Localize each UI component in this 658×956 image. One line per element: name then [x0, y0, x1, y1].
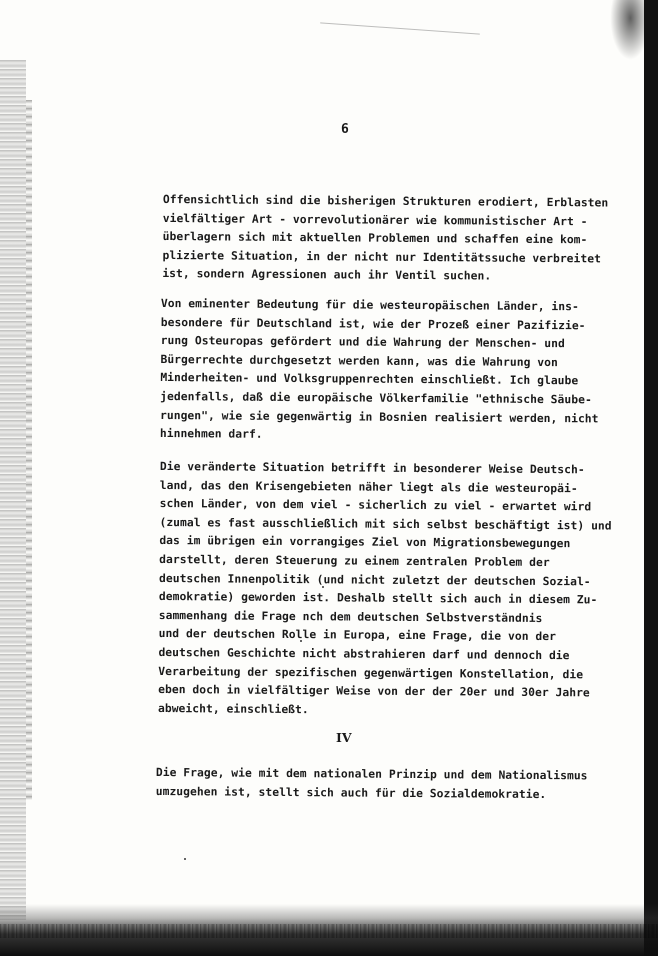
speck — [184, 858, 186, 860]
text-line: darstellt, deren Steuerung zu einem zentralen Problem der — [159, 552, 550, 570]
text-line: jedenfalls, daß die europäische Völkerfamilie "ethnische Säube- — [160, 389, 592, 407]
text-line: Minderheiten- und Volksgruppenrechten einschließt. Ich glaube — [160, 371, 579, 388]
text-line: vielfältiger Art - vorrevolutionärer wie kommunistischer Art - — [162, 211, 588, 228]
text-line: deutschen Geschichte nicht abstrahieren darf und dennoch die — [158, 645, 570, 663]
page-number: 6 — [341, 122, 349, 137]
text-line: umzugehen ist, stellt sich auch für die Sozialdemokratie. — [155, 784, 547, 801]
text-line: Bürgerrechte durchgesetzt werden kann, was die Wahrung von — [160, 352, 558, 369]
paragraph-3 — [157, 458, 612, 721]
text-line: Verarbeitung der spezifischen gegenwärtigen Konstellation, die — [158, 664, 584, 681]
text-line: rungen", wie sie gegenwärtig in Bosnien realisiert werden, nicht — [160, 408, 599, 426]
text-line: eben doch in vielfältiger Weise von der der 20er und 30er Jahre — [158, 683, 590, 700]
scan-smudge-top-right — [610, 0, 644, 60]
text-line: überlagern sich mit aktuellen Problemen und schaffen eine kom- — [162, 230, 588, 247]
paragraph-1 — [162, 191, 609, 287]
scan-shadow-left — [0, 60, 26, 920]
section-heading: IV — [336, 730, 352, 745]
text-line: hinnehmen darf. — [159, 427, 263, 441]
text-line: Von eminenter Bedeutung für die westeuropäischen Länder, ins- — [160, 296, 579, 314]
text-line: plizierte Situation, in der nicht nur Identitätssuche verbreitet — [162, 248, 602, 266]
scan-streak — [320, 22, 480, 34]
text-line: Die veränderte Situation betrifft in besonderer Weise Deutsch- — [159, 459, 585, 477]
text-line: das im übrigen ein vorrangiges Ziel von Migrationsbewegungen — [159, 534, 571, 551]
scan-border-right — [644, 0, 658, 956]
text-line: rung Osteuropas gefördert und die Wahrung der Menschen- und — [160, 334, 565, 351]
text-line: Die Frage, wie mit dem nationalen Prinzip und dem Nationalismus — [155, 765, 588, 783]
scan-noise-bottom — [0, 924, 658, 938]
text-line: (zumal es fast ausschließlich mit sich selbst beschäftigt ist) und — [159, 515, 612, 533]
paragraph-2 — [159, 295, 599, 447]
text-line: besondere für Deutschland ist, wie der Prozeß einer Pazifizie- — [160, 315, 586, 332]
text-line: land, das den Krisengebieten näher liegt als die westeuropäi- — [159, 478, 578, 495]
scan-shadow-left-inner — [26, 100, 32, 800]
paragraph-4 — [155, 764, 588, 804]
text-line: deutschen Innenpolitik (und nicht zuletzt der deutschen Sozial- — [159, 571, 591, 588]
text-line: Offensichtlich sind die bisherigen Strukturen erodiert, Erblasten — [162, 192, 609, 210]
text-line: schen Länder, von dem viel - sicherlich zu viel - erwartet wird — [159, 497, 592, 514]
text-line: sammenhang die Frage nch dem deutschen Selbstverständnis — [158, 608, 543, 625]
text-line: demokratie) geworden ist. Deshalb stellt sich auch in diesem Zu- — [158, 590, 598, 607]
text-line: ist, sondern Agressionen auch ihr Ventil suchen. — [162, 267, 492, 283]
text-line: abweicht, einschließt. — [157, 701, 309, 716]
text-line: und der deutschen Rolle in Europa, eine Frage, die von der — [158, 627, 557, 644]
